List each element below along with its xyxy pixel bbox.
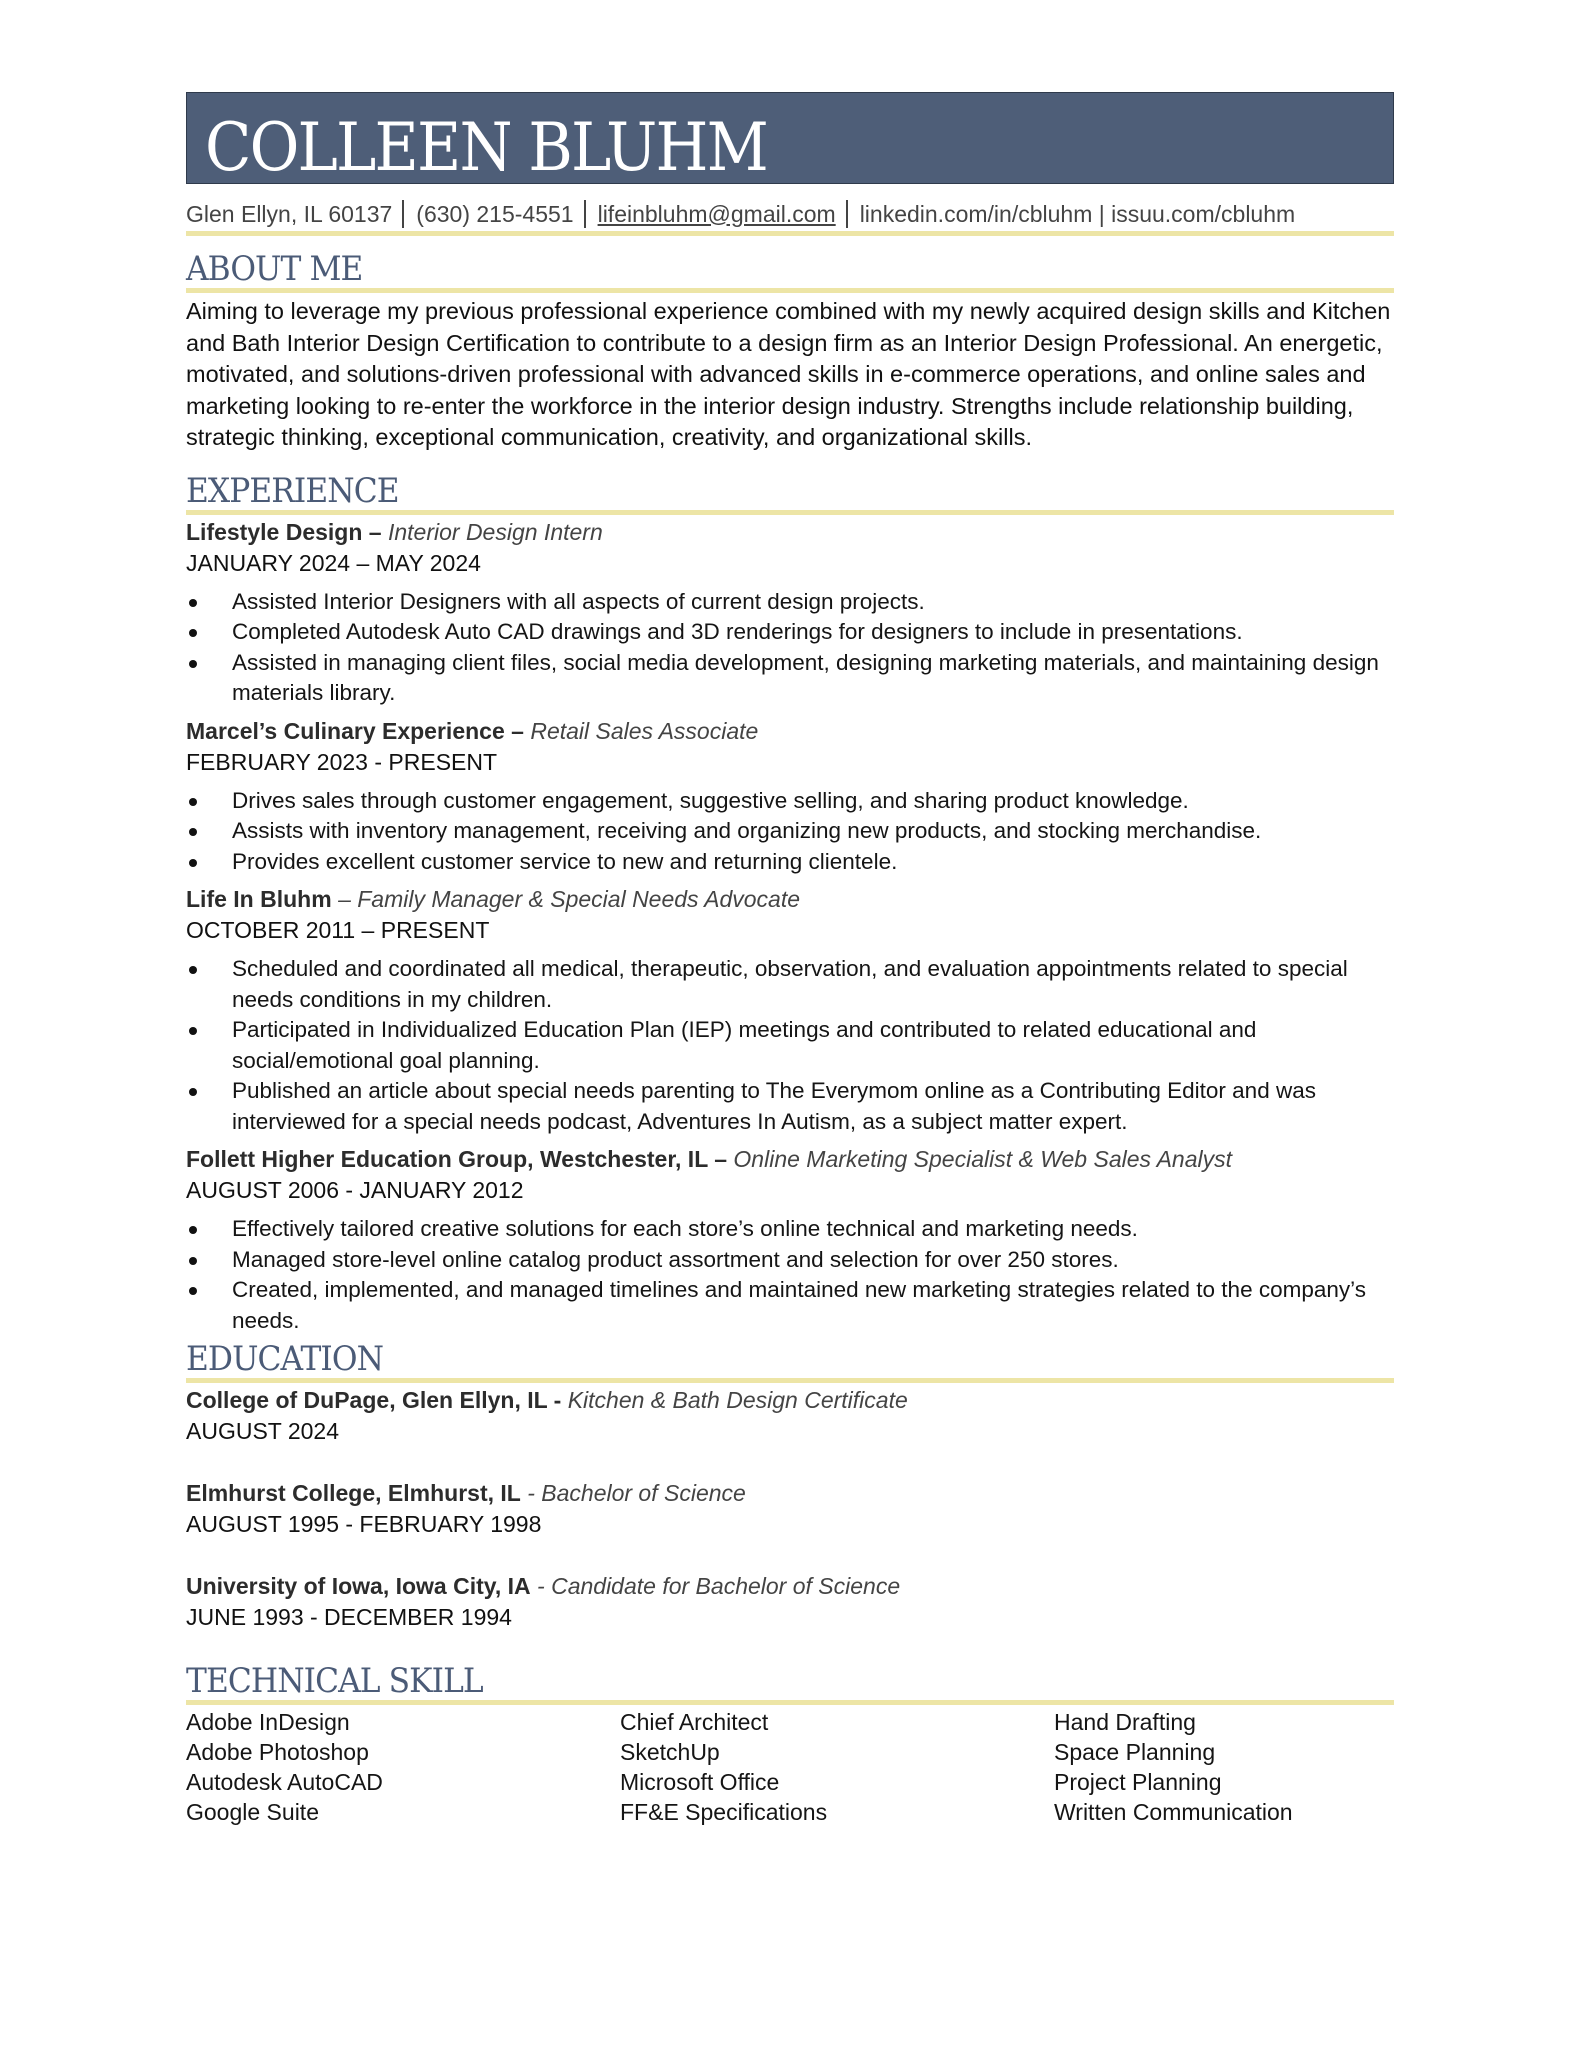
job-role: Online Marketing Specialist & Web Sales Analyst <box>733 1146 1232 1172</box>
job-bullet: Managed store-level online catalog product assortment and selection for over 250 stores. <box>186 1245 1394 1276</box>
education-entry <box>186 1478 1394 1540</box>
company-name: Lifestyle Design – <box>186 518 382 545</box>
education-dates: JUNE 1993 - DECEMBER 1994 <box>186 1604 512 1630</box>
job-dates: JANUARY 2024 – MAY 2024 <box>186 549 481 576</box>
about-heading: ABOUT ME <box>186 236 1394 293</box>
skill: Hand Drafting <box>1054 1709 1196 1735</box>
skill: Space Planning <box>1054 1739 1216 1765</box>
resume-page <box>186 92 1394 1827</box>
skill: Adobe Photoshop <box>186 1739 369 1765</box>
about-text: Aiming to leverage my previous professional experience combined with my newly acquired design skills and Kitchen and Bath Interior Design Certification to contribute to a design firm as an Interior Design Professional. An energetic, motivated, and solutions-driven professional with advanced skills in e-commerce operations, and online sales and marketing looking to re-enter the workforce in the interior design industry. Strengths include relationship building, strategic thinking, exceptional communication, creativity, and organizational skills. <box>186 298 1391 450</box>
job-title <box>186 716 1394 747</box>
job-bullets <box>186 954 1394 1137</box>
skill: FF&E Specifications <box>620 1799 828 1825</box>
job-bullet: Provides excellent customer service to new and returning clientele. <box>186 847 1394 878</box>
program-name: Kitchen & Bath Design Certificate <box>567 1387 908 1413</box>
candidate-name: COLLEEN BLUHM <box>205 109 767 184</box>
experience-heading: EXPERIENCE <box>186 454 1394 515</box>
experience-list <box>186 517 1394 1337</box>
education-dates: AUGUST 1995 - FEBRUARY 1998 <box>186 1511 542 1537</box>
job-dates: OCTOBER 2011 – PRESENT <box>186 917 490 943</box>
job-title <box>186 1144 1394 1175</box>
job-role: Retail Sales Associate <box>530 717 759 744</box>
job-entry <box>186 1144 1394 1336</box>
divider <box>846 200 848 228</box>
company-name: Marcel’s Culinary Experience – <box>186 717 524 744</box>
skills-grid <box>186 1707 1394 1827</box>
education-list <box>186 1385 1394 1633</box>
job-title <box>186 884 1394 915</box>
job-bullets <box>186 587 1394 709</box>
skill: Autodesk AutoCAD <box>186 1769 383 1795</box>
education-heading: EDUCATION <box>186 1336 1394 1383</box>
skills-heading: TECHNICAL SKILL <box>186 1662 1394 1705</box>
job-role: – Family Manager & Special Needs Advocate <box>338 886 800 912</box>
job-entry <box>186 884 1394 1137</box>
skill: SketchUp <box>620 1739 720 1765</box>
job-bullet: Assisted in managing client files, social media development, designing marketing materials, and maintaining design materials library. <box>186 648 1394 709</box>
job-bullets <box>186 786 1394 878</box>
education-entry <box>186 1385 1394 1447</box>
divider <box>584 200 586 228</box>
skill: Microsoft Office <box>620 1769 780 1795</box>
job-role: Interior Design Intern <box>387 518 603 545</box>
name-banner <box>186 92 1394 184</box>
skill: Project Planning <box>1054 1769 1222 1795</box>
school-name: Elmhurst College, Elmhurst, IL <box>186 1480 521 1506</box>
school-line <box>186 1571 1394 1602</box>
school-name: University of Iowa, Iowa City, IA <box>186 1573 531 1599</box>
job-entry <box>186 716 1394 878</box>
company-name: Life In Bluhm <box>186 886 332 912</box>
job-bullet: Drives sales through customer engagement, suggestive selling, and sharing product knowledge. <box>186 786 1394 817</box>
location: Glen Ellyn, IL 60137 <box>186 200 393 227</box>
job-dates: FEBRUARY 2023 - PRESENT <box>186 748 498 775</box>
education-dates: AUGUST 2024 <box>186 1418 339 1444</box>
job-bullet: Published an article about special needs parenting to The Everymom online as a Contributing Editor and was interviewed for a special needs podcast, Adventures In Autism, as a subject matter expert. <box>186 1076 1394 1137</box>
job-bullets <box>186 1214 1394 1336</box>
job-bullet: Assists with inventory management, receiving and organizing new products, and stocking merchandise. <box>186 816 1394 847</box>
skill: Chief Architect <box>620 1709 769 1735</box>
program-name: - Candidate for Bachelor of Science <box>537 1573 901 1599</box>
school-name: College of DuPage, Glen Ellyn, IL - <box>186 1387 562 1413</box>
job-bullet: Participated in Individualized Education Plan (IEP) meetings and contributed to related educational and social/emotional goal planning. <box>186 1015 1394 1076</box>
job-bullet: Effectively tailored creative solutions for each store’s online technical and marketing needs. <box>186 1214 1394 1245</box>
profile-links[interactable]: linkedin.com/in/cbluhm | issuu.com/cbluhm <box>859 200 1296 227</box>
school-line <box>186 1478 1394 1509</box>
job-bullet: Scheduled and coordinated all medical, therapeutic, observation, and evaluation appointments related to special needs conditions in my children. <box>186 954 1394 1015</box>
school-line <box>186 1385 1394 1416</box>
education-entry <box>186 1571 1394 1633</box>
phone: (630) 215-4551 <box>416 200 574 227</box>
job-bullet: Assisted Interior Designers with all aspects of current design projects. <box>186 587 1394 618</box>
job-title <box>186 517 1394 548</box>
job-dates: AUGUST 2006 - JANUARY 2012 <box>186 1177 524 1203</box>
job-bullet: Created, implemented, and managed timelines and maintained new marketing strategies related to the company’s needs. <box>186 1275 1394 1336</box>
divider <box>402 200 404 228</box>
company-name: Follett Higher Education Group, Westchester, IL – <box>186 1146 728 1172</box>
skill: Written Communication <box>1054 1799 1293 1825</box>
contact-line <box>186 197 1394 236</box>
program-name: - Bachelor of Science <box>527 1480 746 1506</box>
email-link[interactable]: lifeinbluhm@gmail.com <box>597 200 836 227</box>
skill: Adobe InDesign <box>186 1709 350 1735</box>
job-entry <box>186 517 1394 709</box>
skill: Google Suite <box>186 1799 319 1825</box>
job-bullet: Completed Autodesk Auto CAD drawings and 3D renderings for designers to include in presentations. <box>186 617 1394 648</box>
